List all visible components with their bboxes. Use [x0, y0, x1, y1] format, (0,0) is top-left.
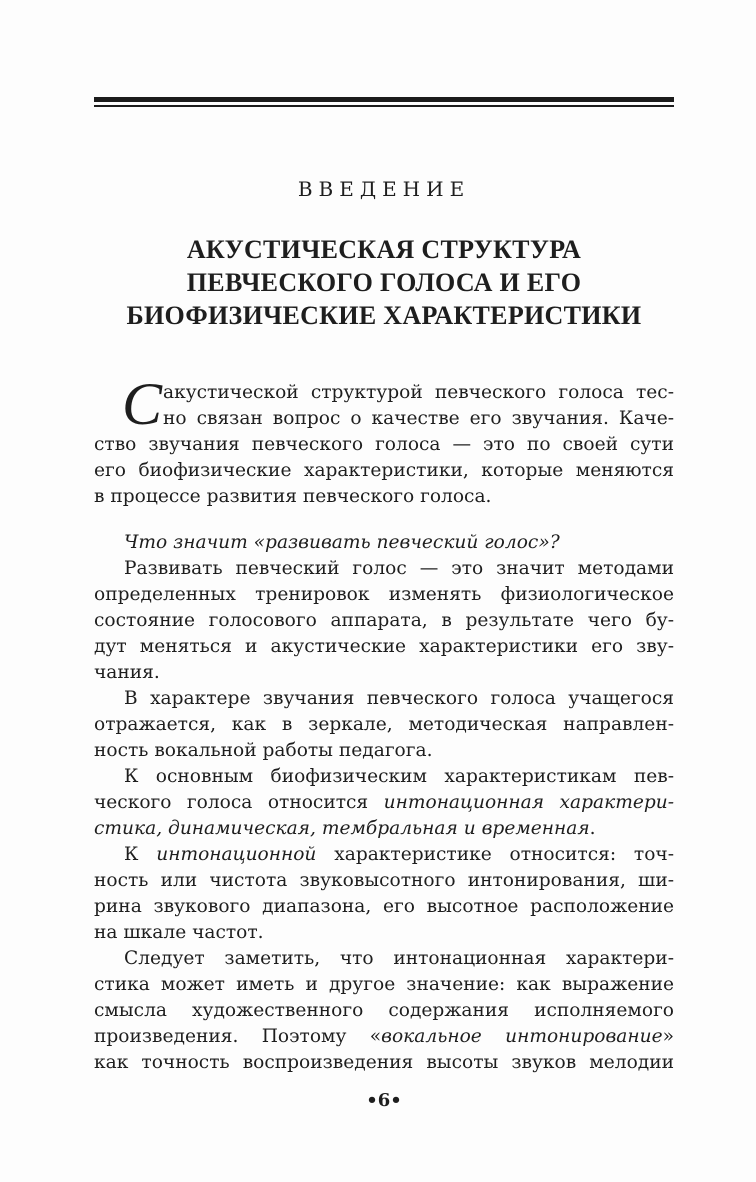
text-line: состояние голосового аппарата, в результате чего бу-: [94, 610, 674, 631]
page-number: •6•: [366, 1090, 402, 1111]
text-line: акустической структурой певческого голоса тес-: [163, 382, 674, 403]
chapter-title-line: ПЕВЧЕСКОГО ГОЛОСА И ЕГО: [186, 268, 582, 297]
text-line: чания.: [94, 662, 160, 683]
text-run: произведения. Поэтому «: [94, 1026, 382, 1047]
body-text: [94, 530, 674, 1076]
text-line: стика может иметь и другое значение: как выражение: [94, 974, 674, 995]
section-heading: ВВЕДЕНИЕ: [297, 177, 471, 201]
text-line: ность или чистота звуковысотного интонирования, ши-: [94, 870, 674, 891]
text-line: дут меняться и акустические характеристики его зву-: [94, 636, 674, 657]
text-line: рина звукового диапазона, его высотное расположение: [94, 896, 674, 917]
text-line: Развивать певческий голос — это значит методами: [124, 558, 674, 579]
text-run-italic: интонационной: [156, 844, 317, 865]
text-run: К: [124, 844, 157, 865]
text-run-italic: вокальное интонирование: [381, 1026, 663, 1047]
text-line: определенных тренировок изменять физиологическое: [94, 584, 674, 605]
text-line: В характере звучания певческого голоса учащегося: [124, 688, 674, 709]
text-line: смысла художественного содержания исполняемого: [94, 1000, 674, 1021]
text-line: ство звучания певческого голоса — это по своей сути: [94, 434, 674, 455]
text-line: на шкале частот.: [94, 922, 264, 943]
text-line: Следует заметить, что интонационная характери-: [124, 948, 674, 969]
text-line: отражается, как в зеркале, методическая направлен-: [94, 714, 674, 735]
text-run-italic: интонационная характери-: [383, 792, 674, 813]
text-line: как точность воспроизведения высоты звуков мелодии: [94, 1052, 674, 1073]
question-line: Что значит «развивать певческий голос»?: [124, 532, 560, 553]
paragraph-intro: [94, 380, 674, 510]
text-line: [94, 790, 674, 816]
chapter-title-line: АКУСТИЧЕСКАЯ СТРУКТУРА: [186, 235, 582, 264]
top-rule-thick: [94, 97, 674, 102]
chapter-title: [94, 233, 674, 332]
text-run: характеристике относится: точ-: [316, 844, 674, 865]
text-line: [94, 842, 674, 868]
text-line: но связан вопрос о качестве его звучания. Каче-: [163, 408, 674, 429]
text-run: ческого голоса относится: [94, 792, 384, 813]
text-line: в процессе развития певческого голоса.: [94, 486, 492, 507]
text-run-italic: стика, динамическая, тембральная и временная: [94, 818, 590, 839]
top-rule-thin: [94, 105, 674, 107]
drop-cap: С: [122, 371, 163, 437]
chapter-title-line: БИОФИЗИЧЕСКИЕ ХАРАКТЕРИСТИКИ: [126, 301, 642, 330]
text-line: [94, 1024, 674, 1050]
text-line: К основным биофизическим характеристикам пев-: [124, 766, 674, 787]
text-run: »: [662, 1026, 675, 1047]
text-line: [94, 816, 674, 842]
text-line: ность вокальной работы педагога.: [94, 740, 433, 761]
text-run: .: [589, 818, 596, 839]
text-line: его биофизические характеристики, которые меняются: [94, 460, 674, 481]
